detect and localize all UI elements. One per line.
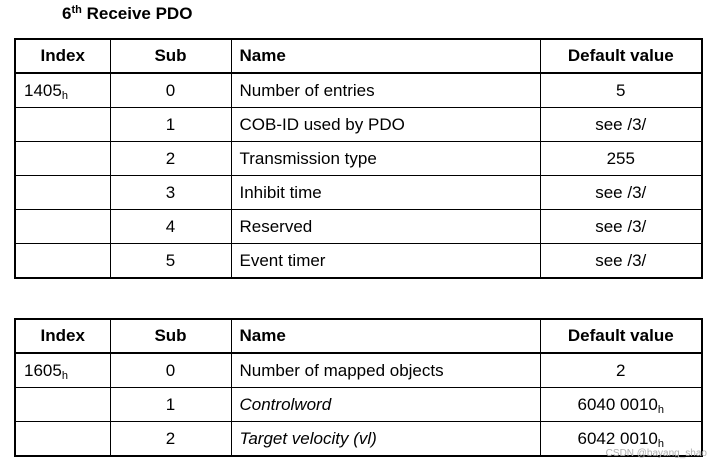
table-row (15, 176, 702, 210)
heading-text: Receive PDO (86, 4, 193, 23)
cell-index: $1605_h$ (15, 353, 110, 388)
cell-index (15, 108, 110, 142)
cell-sub: 2 (110, 142, 231, 176)
cell-name: Target velocity (vl) (231, 422, 540, 457)
heading-ordinal-suffix: th (71, 4, 82, 16)
cell-sub: 1 (110, 108, 231, 142)
header-name: Name (231, 39, 540, 73)
cell-sub: 2 (110, 422, 231, 457)
cell-sub: 1 (110, 388, 231, 422)
cell-default: see /3/ (540, 108, 702, 142)
cell-sub: 5 (110, 244, 231, 279)
cell-default: 6042 $0010_h$ (540, 422, 702, 457)
hex-suffix: h (657, 437, 664, 450)
header-name: Name (231, 319, 540, 353)
cell-index (15, 176, 110, 210)
watermark: CSDN @bayang_shao (605, 448, 707, 459)
cell-sub: 0 (110, 73, 231, 108)
cell-index (15, 422, 110, 457)
cell-default: 5 (540, 73, 702, 108)
table-row (15, 73, 702, 108)
cell-sub: 3 (110, 176, 231, 210)
table-row (15, 210, 702, 244)
cell-index (15, 244, 110, 279)
table-row (15, 422, 702, 457)
table-row (15, 108, 702, 142)
cell-index (15, 142, 110, 176)
cell-name: Number of mapped objects (231, 353, 540, 388)
cell-sub: 0 (110, 353, 231, 388)
table-row (15, 353, 702, 388)
cell-index (15, 388, 110, 422)
header-sub: Sub (110, 39, 231, 73)
section-heading (62, 4, 192, 24)
receive-pdo-mapping-table (14, 318, 703, 457)
cell-name: COB-ID used by PDO (231, 108, 540, 142)
table-header-row (15, 39, 702, 73)
cell-default: 255 (540, 142, 702, 176)
cell-default: 2 (540, 353, 702, 388)
cell-name: Inhibit time (231, 176, 540, 210)
cell-index: $1405_h$ (15, 73, 110, 108)
cell-name: Number of entries (231, 73, 540, 108)
heading-number: 6 (62, 4, 72, 23)
header-default-value: Default value (540, 319, 702, 353)
table-row (15, 388, 702, 422)
receive-pdo-parameter-table (14, 38, 703, 279)
cell-index (15, 210, 110, 244)
cell-default: see /3/ (540, 244, 702, 279)
cell-name: Event timer (231, 244, 540, 279)
cell-default: see /3/ (540, 176, 702, 210)
header-default-value: Default value (540, 39, 702, 73)
header-sub: Sub (110, 319, 231, 353)
cell-name: Reserved (231, 210, 540, 244)
header-index: Index (15, 319, 110, 353)
table-row (15, 244, 702, 279)
cell-name: Transmission type (231, 142, 540, 176)
table-row (15, 142, 702, 176)
cell-name: Controlword (231, 388, 540, 422)
cell-default: see /3/ (540, 210, 702, 244)
cell-sub: 4 (110, 210, 231, 244)
hex-suffix: h (657, 403, 664, 416)
hex-suffix: h (61, 89, 68, 102)
hex-suffix: h (61, 369, 68, 382)
table-header-row (15, 319, 702, 353)
cell-default: 6040 $0010_h$ (540, 388, 702, 422)
header-index: Index (15, 39, 110, 73)
